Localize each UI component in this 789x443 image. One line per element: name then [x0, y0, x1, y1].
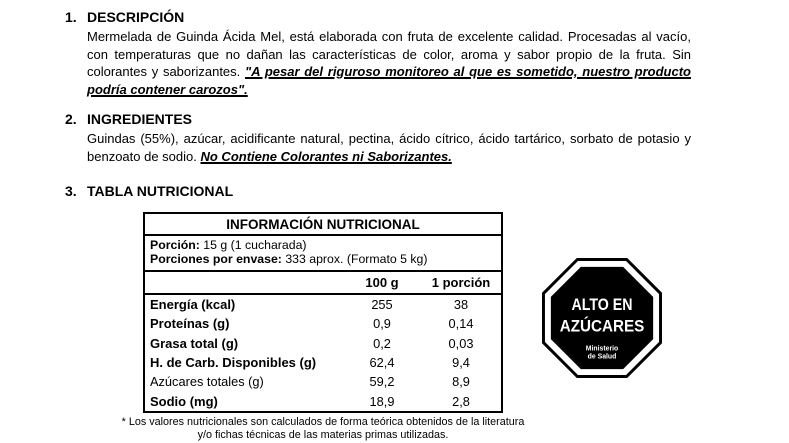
section-heading	[65, 183, 789, 199]
table-row	[145, 353, 501, 372]
row-value-portion: 38	[453, 296, 469, 312]
nutrition-column-headers	[145, 272, 501, 295]
row-value-portion: 2,8	[452, 393, 470, 409]
servings-value: 333 aprox. (Formato 5 kg)	[281, 252, 428, 267]
ingredients-claim-text: No Contiene Colorantes ni Saborizantes.	[200, 148, 452, 164]
nutrition-footnote	[98, 416, 548, 442]
nutrition-table	[143, 212, 503, 413]
row-label: H. de Carb. Disponibles (g)	[150, 354, 317, 370]
section-ingredientes	[0, 111, 789, 165]
servings-line	[150, 252, 496, 267]
description-text: Mermelada de Guinda Ácida Mel, está elaborada con fruta de excelente calidad. Procesadas al vacío, con temperaturas que no dañan las características de color, aroma y sabor propio de la fruta. Sin colorantes y saborizantes.	[87, 29, 691, 80]
high-sugar-warning-seal	[542, 257, 662, 379]
portion-line	[150, 238, 496, 253]
row-value-100g: 0,9	[373, 316, 391, 332]
table-row	[145, 392, 501, 411]
row-value-portion: 9,4	[452, 354, 470, 370]
ingredients-paragraph	[87, 130, 691, 165]
seal-ministry-line-1: Ministerio	[585, 345, 619, 353]
table-row	[145, 333, 501, 352]
section-heading	[65, 9, 789, 25]
section-descripcion	[0, 9, 789, 98]
row-label: Sodio (mg)	[150, 393, 218, 409]
row-value-100g: 255	[371, 296, 393, 312]
nutrition-portion-block	[145, 236, 501, 272]
servings-label: Porciones por envase:	[150, 252, 282, 267]
row-label: Energía (kcal)	[150, 296, 236, 312]
portion-label: Porción:	[150, 237, 200, 252]
section-number: 2.	[65, 111, 77, 128]
seal-text-line-1: ALTO EN	[571, 296, 633, 315]
row-value-portion: 0,03	[448, 335, 474, 351]
seal-text-line-2: AZÚCARES	[559, 317, 650, 336]
row-value-portion: 0,14	[448, 316, 474, 332]
column-header-100g: 100 g	[365, 274, 399, 290]
row-value-100g: 59,2	[369, 374, 395, 390]
portion-value: 15 g (1 cucharada)	[199, 237, 307, 252]
section-tabla-nutricional	[0, 183, 789, 199]
row-value-100g: 0,2	[373, 335, 391, 351]
footnote-line-1: * Los valores nutricionales son calculados de forma teórica obtenidos de la literatura	[121, 415, 525, 428]
ingredients-text: Guindas (55%), azúcar, acidificante natural, pectina, ácido cítrico, ácido tartárico, sorbato de potasio y benzoato de sodio.	[87, 131, 691, 164]
section-title: INGREDIENTES	[87, 111, 193, 128]
section-title: TABLA NUTRICIONAL	[87, 182, 234, 199]
section-title: DESCRIPCIÓN	[87, 9, 185, 25]
row-value-100g: 62,4	[369, 354, 395, 370]
section-number: 1.	[65, 9, 77, 25]
footnote-line-2: y/o fichas técnicas de las materias primas utilizadas.	[197, 428, 449, 441]
section-number: 3.	[65, 182, 77, 199]
row-label: Grasa total (g)	[150, 335, 239, 351]
table-row	[145, 314, 501, 333]
row-label: Azúcares totales (g)	[150, 374, 264, 390]
description-paragraph	[87, 28, 691, 98]
row-value-portion: 8,9	[452, 374, 470, 390]
seal-ministry-line-2: de Salud	[587, 353, 617, 361]
row-label: Proteínas (g)	[150, 316, 230, 332]
row-value-100g: 18,9	[369, 393, 395, 409]
nutrition-table-title: INFORMACIÓN NUTRICIONAL	[145, 214, 501, 236]
description-warning-text: "A pesar del riguroso monitoreo al que es sometido, nuestro producto podría contener carozos".	[87, 64, 691, 97]
table-row	[145, 295, 501, 314]
table-row	[145, 372, 501, 391]
column-header-portion: 1 porción	[431, 274, 491, 290]
section-heading	[65, 111, 789, 127]
